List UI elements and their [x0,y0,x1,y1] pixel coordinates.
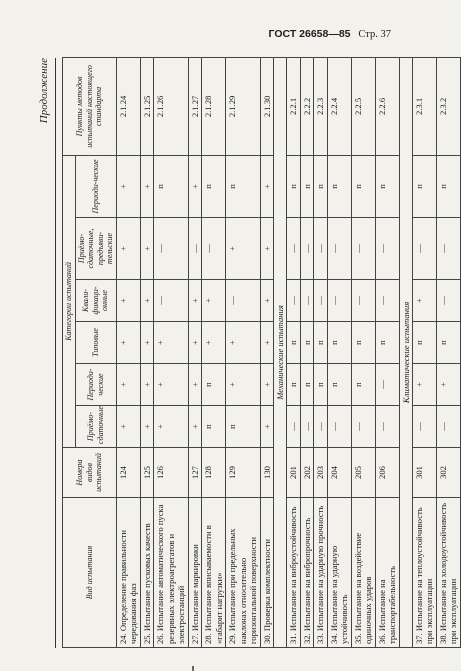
page-number: Стр. 37 [358,29,391,40]
category-mark: + [260,406,274,448]
category-mark: — [375,364,399,406]
category-mark: — [375,218,399,280]
table-row [351,57,375,647]
category-mark: + [188,322,202,364]
clause-ref: 2.1.29 [226,57,261,155]
table-row [436,57,460,647]
test-name: 34. Испытание на ударную устойчивость [327,498,351,648]
category-mark: + [226,322,261,364]
category-mark: + [116,364,140,406]
category-mark: + [140,155,154,217]
table-row [327,57,351,647]
test-name: 27. Испытание маркировки [188,498,202,648]
category-mark: — [300,280,314,322]
category-mark: + [260,280,274,322]
col-header-category: Типовые [75,322,116,364]
category-mark: — [412,218,436,280]
test-number: 302 [436,448,460,498]
clause-ref: 2.3.1 [412,57,436,155]
category-mark: + [202,322,226,364]
scan-mark [192,666,194,671]
test-number: 203 [314,448,328,498]
clause-ref: 2.1.30 [260,57,274,155]
top-rule [55,58,56,648]
col-header-category: Приёмо-сдаточные, предъяви-тельские [75,218,116,280]
category-mark: + [116,406,140,448]
test-name: 35. Испытание на воздействие одиночных ударов [351,498,375,648]
category-mark: + [154,322,189,364]
category-mark: — [351,406,375,448]
category-mark: п [287,155,301,217]
category-mark: — [314,218,328,280]
category-mark: — [287,218,301,280]
category-mark: п [300,155,314,217]
clause-ref: 2.2.5 [351,57,375,155]
category-mark: п [412,322,436,364]
category-mark: — [314,406,328,448]
category-mark: + [140,280,154,322]
category-mark: п [314,155,328,217]
clause-ref: 2.1.25 [140,57,154,155]
category-mark: п [375,322,399,364]
category-mark: + [154,364,189,406]
test-name: 33. Испытание на ударную прочность [314,498,328,648]
test-number: 205 [351,448,375,498]
category-mark: п [226,406,261,448]
test-number: 206 [375,448,399,498]
category-mark: + [140,322,154,364]
test-name: 24. Определение правильности чередования фаз [116,498,140,648]
category-mark: + [140,406,154,448]
table-row [375,57,399,647]
category-mark: + [116,218,140,280]
table-row [260,57,274,647]
table-row [140,57,154,647]
category-mark: + [140,218,154,280]
category-mark: п [300,322,314,364]
category-mark: + [412,280,436,322]
table-row [314,57,328,647]
test-table [62,57,461,648]
category-mark: — [287,280,301,322]
test-number: 126 [154,448,189,498]
category-mark: + [116,280,140,322]
category-mark: п [287,364,301,406]
clause-ref: 2.2.3 [314,57,328,155]
category-mark: + [260,364,274,406]
col-header-category: Квали-фикаци-онные [75,280,116,322]
col-header-category: Периоди-ческие [75,364,116,406]
table-row [188,57,202,647]
page-header [269,28,391,40]
category-mark: — [226,280,261,322]
test-name: 32. Испытание на вибропрочность [300,498,314,648]
test-number: 129 [226,448,261,498]
category-mark: п [314,322,328,364]
section-row [274,57,287,647]
test-number: 125 [140,448,154,498]
test-name: 36. Испытание на транспортабельность [375,498,399,648]
category-mark: п [327,322,351,364]
clause-ref: 2.1.26 [154,57,189,155]
clause-ref: 2.2.1 [287,57,301,155]
category-mark: п [436,322,460,364]
category-mark: + [202,280,226,322]
category-mark: + [116,322,140,364]
col-header-clauses: Пункты методов испытаний настоящего стандарта [63,57,117,155]
table-row [226,57,261,647]
category-mark: + [140,364,154,406]
table-row [116,57,140,647]
category-mark: п [314,364,328,406]
category-mark: + [116,155,140,217]
test-number: 301 [412,448,436,498]
category-mark: п [412,155,436,217]
section-title: Механические испытания [274,57,287,647]
clause-ref: 2.1.28 [202,57,226,155]
category-mark: п [436,155,460,217]
test-name: 31. Испытание на виброустойчивость [287,498,301,648]
category-mark: — [375,280,399,322]
category-mark: — [412,406,436,448]
category-mark: — [300,406,314,448]
category-mark: + [436,364,460,406]
standard-number: ГОСТ 26658—85 [268,28,351,40]
test-name: 29. Испытание при предельных наклонах относительно горизонтальной поверхности [226,498,261,648]
category-mark: п [226,155,261,217]
col-header-number: Номера видов испытаний [63,448,117,498]
category-mark: — [327,406,351,448]
clause-ref: 2.2.6 [375,57,399,155]
col-header-categories: Категории испытаний [63,155,76,447]
clause-ref: 2.3.2 [436,57,460,155]
test-name: 30. Проверка комплектности [260,498,274,648]
category-mark: — [375,406,399,448]
category-mark: — [436,280,460,322]
category-mark: п [375,155,399,217]
category-mark: + [260,218,274,280]
category-mark: п [154,155,189,217]
category-mark: п [202,364,226,406]
category-mark: п [351,364,375,406]
section-title: Климатические испытания [399,57,412,647]
category-mark: п [327,155,351,217]
category-mark: п [327,364,351,406]
table-row [202,57,226,647]
category-mark: — [327,280,351,322]
category-mark: — [154,280,189,322]
category-mark: — [436,406,460,448]
clause-ref: 2.2.4 [327,57,351,155]
test-name: 26. Испытание автоматического пуска резервных электроагрегатов и электростанций [154,498,189,648]
test-name: 28. Испытание вписываемости в «габарит нагрузки» [202,498,226,648]
category-mark: — [287,406,301,448]
test-number: 204 [327,448,351,498]
category-mark: + [188,280,202,322]
category-mark: + [188,364,202,406]
category-mark: п [351,322,375,364]
category-mark: + [412,364,436,406]
category-mark: п [202,155,226,217]
test-number: 128 [202,448,226,498]
rotated-page-content [38,58,458,648]
category-mark: п [300,364,314,406]
category-mark: п [351,155,375,217]
category-mark: + [188,155,202,217]
category-mark: — [351,218,375,280]
category-mark: + [260,155,274,217]
table-row [154,57,189,647]
category-mark: — [314,280,328,322]
test-number: 124 [116,448,140,498]
category-mark: п [287,322,301,364]
category-mark: + [188,406,202,448]
test-number: 201 [287,448,301,498]
category-mark: — [300,218,314,280]
category-mark: + [260,322,274,364]
table-row [412,57,436,647]
clause-ref: 2.1.24 [116,57,140,155]
category-mark: — [436,218,460,280]
test-name: 25. Испытание пусковых качеств [140,498,154,648]
category-mark: + [154,406,189,448]
category-mark: — [154,218,189,280]
continuation-label: Продолжение [38,58,50,124]
table-row [300,57,314,647]
clause-ref: 2.2.2 [300,57,314,155]
col-header-category: Периоди-ческие [75,155,116,217]
test-name: 37. Испытание на теплоустойчивость при эксплуатации [412,498,436,648]
col-header-category: Приёмо-сдаточные [75,406,116,448]
test-number: 202 [300,448,314,498]
section-row [399,57,412,647]
test-number: 127 [188,448,202,498]
col-header-name: Вид испытания [63,498,117,648]
clause-ref: 2.1.27 [188,57,202,155]
test-number: 130 [260,448,274,498]
table-row [287,57,301,647]
category-mark: — [327,218,351,280]
test-name: 38. Испытание на холодоустойчивость при эксплуатации [436,498,460,648]
category-mark: + [226,218,261,280]
table-body [116,57,460,647]
category-mark: — [202,218,226,280]
test-table-block [38,58,458,648]
category-mark: п [202,406,226,448]
category-mark: + [226,364,261,406]
category-mark: — [351,280,375,322]
category-mark: — [188,218,202,280]
